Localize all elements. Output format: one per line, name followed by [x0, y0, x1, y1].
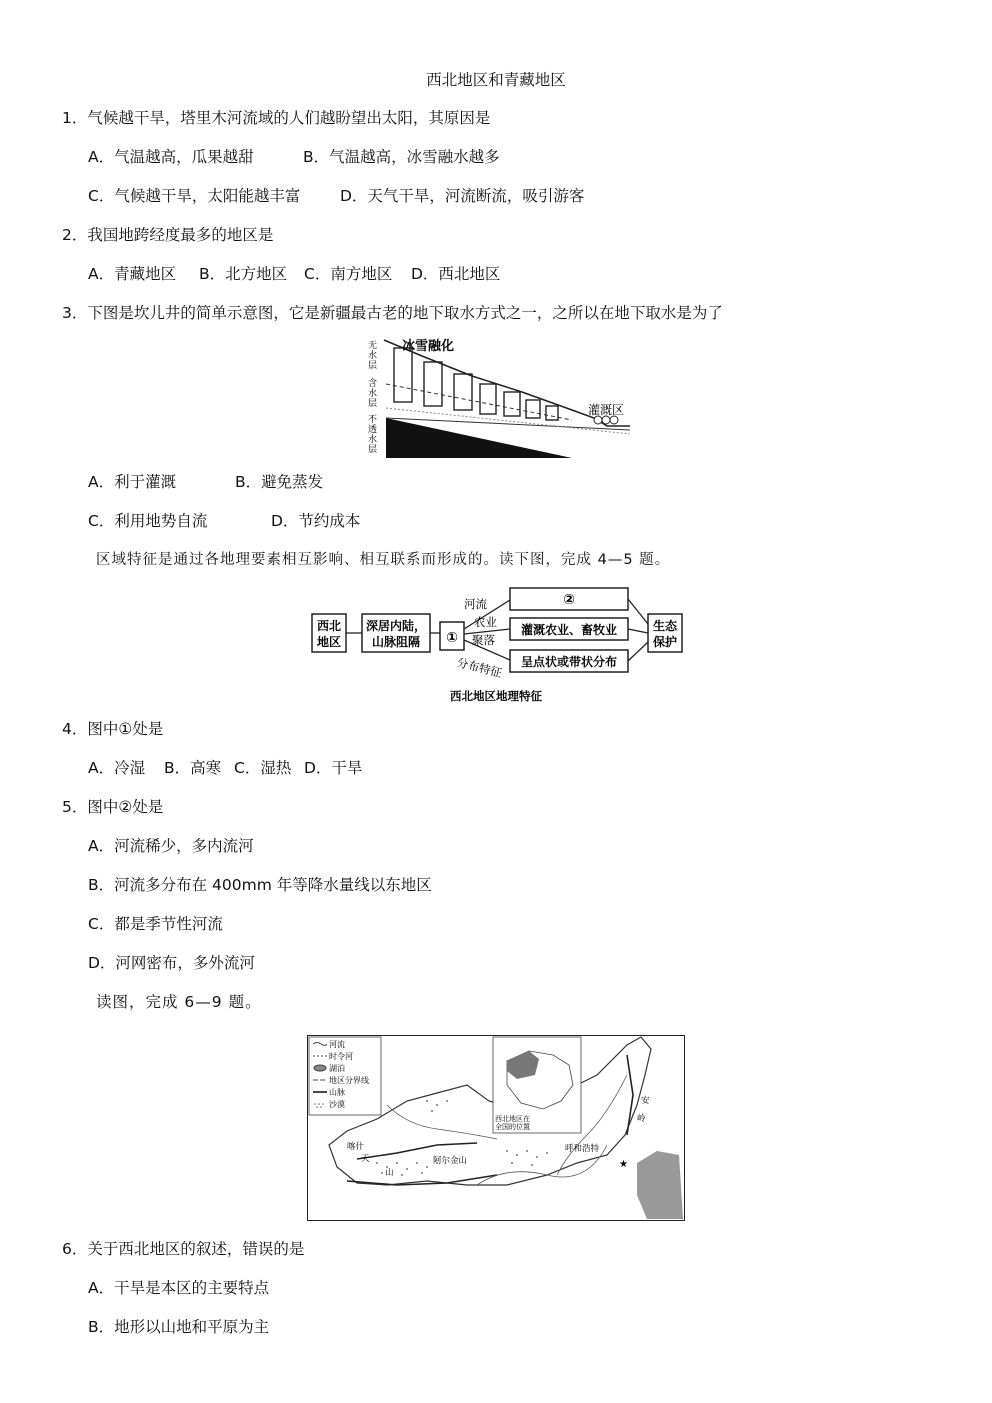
flow-caption: 西北地区地理特征 [450, 689, 542, 703]
q4-option-c: C．湿热 [234, 759, 292, 777]
question-5-stem: 5．图中②处是 [62, 798, 164, 816]
capital-star-icon: ★ [619, 1159, 628, 1170]
question-1-stem: 1．气候越干旱，塔里木河流域的人们越盼望出太阳，其原因是 [62, 109, 491, 127]
q2-option-d: D．西北地区 [411, 265, 501, 283]
q1-option-b: B．气温越高，冰雪融水越多 [303, 148, 500, 166]
map-label: 天 [361, 1154, 370, 1164]
eco-line: 保护 [652, 635, 678, 649]
q4-option-b: B．高寒 [164, 759, 222, 777]
q2-option-b: B．北方地区 [199, 265, 288, 283]
label-agri: 农业 [474, 615, 497, 629]
q3-option-c: C．利用地势自流 [88, 512, 208, 530]
legend-item: 山脉 [329, 1088, 345, 1097]
agri-box-text: 灌溉农业、畜牧业 [520, 623, 618, 637]
flow-diagram [306, 584, 686, 706]
map-label: 山 [385, 1168, 394, 1178]
q5-option-b: B．河流多分布在 400mm 年等降水量线以东地区 [88, 876, 432, 894]
inset-caption-line: 全国的位置 [495, 1123, 530, 1131]
layer2-char: 层 [368, 399, 378, 409]
northwest-map [307, 1035, 685, 1221]
eco-line: 生态 [652, 619, 678, 633]
karez-diagram [362, 334, 630, 462]
q1-option-c: C．气候越干旱，太阳能越丰富 [88, 187, 301, 205]
q4-option-a: A．冷湿 [88, 759, 146, 777]
q4-option-d: D．干旱 [304, 759, 363, 777]
question-2-stem: 2．我国地跨经度最多的地区是 [62, 226, 274, 244]
question-4-stem: 4．图中①处是 [62, 720, 164, 738]
map-label: 安 [641, 1096, 650, 1106]
q5-option-a: A．河流稀少，多内流河 [88, 837, 254, 855]
q5-option-d: D．河网密布，多外流河 [88, 954, 255, 972]
q3-option-d: D．节约成本 [271, 512, 361, 530]
layer3-char: 透 [368, 425, 378, 435]
box-region-line: 地区 [316, 635, 342, 649]
legend-item: 地区分界线 [329, 1076, 369, 1085]
layer3-char: 不 [368, 415, 378, 425]
q6-option-a: A．干旱是本区的主要特点 [88, 1279, 270, 1297]
legend-item: 湖泊 [329, 1064, 345, 1073]
label-melt: 冰雪融化 [402, 339, 455, 354]
q2-option-a: A．青藏地区 [88, 265, 177, 283]
layer1-char: 无 [368, 341, 378, 351]
q1-option-d: D．天气干旱，河流断流，吸引游客 [340, 187, 585, 205]
question-6-stem: 6．关于西北地区的叙述，错误的是 [62, 1240, 305, 1258]
circle-2: ② [563, 592, 575, 608]
layer3-char: 层 [368, 445, 378, 455]
q6-option-b: B．地形以山地和平原为主 [88, 1318, 270, 1336]
page-title: 西北地区和青藏地区 [426, 71, 566, 89]
label-distrib: 分布特征 [455, 655, 504, 681]
inset-caption-line: 西北地区在 [495, 1115, 530, 1123]
circle-1: ① [446, 630, 458, 646]
layer2-char: 含 [368, 379, 378, 389]
label-irrigation: 灌溉区 [588, 403, 625, 417]
q3-option-a: A．利于灌溉 [88, 473, 177, 491]
q1-option-a: A．气温越高，瓜果越甜 [88, 148, 254, 166]
layer3-char: 水 [368, 435, 378, 445]
question-3-stem: 3．下图是坎儿井的简单示意图，它是新疆最古老的地下取水方式之一，之所以在地下取水是为了 [62, 304, 723, 322]
box-cause-line: 山脉阻隔 [371, 635, 421, 649]
map-label: 岭 [637, 1114, 646, 1124]
box-region-line: 西北 [316, 619, 342, 633]
q5-option-c: C．都是季节性河流 [88, 915, 223, 933]
map-label: 呼和浩特 [565, 1144, 600, 1154]
q3-option-b: B．避免蒸发 [235, 473, 324, 491]
intro-4-5: 区域特征是通过各地理要素相互影响、相互联系而形成的。读下图，完成 4—5 题。 [96, 552, 671, 568]
map-label: 阿尔金山 [433, 1156, 468, 1166]
box-cause-line: 深居内陆， [365, 619, 427, 633]
layer1-char: 水 [368, 351, 378, 361]
label-settle: 聚落 [472, 633, 495, 647]
layer1-char: 层 [368, 361, 378, 371]
map-label: 喀什 [347, 1142, 365, 1152]
label-river: 河流 [464, 597, 487, 611]
legend-item: 时令河 [329, 1052, 353, 1061]
intro-6-9: 读图，完成 6—9 题。 [96, 993, 262, 1011]
legend-item: 沙漠 [329, 1100, 345, 1109]
legend-item: 河流 [329, 1040, 345, 1049]
settle-box-text: 呈点状或带状分布 [520, 655, 618, 669]
q2-option-c: C．南方地区 [304, 265, 393, 283]
layer2-char: 水 [368, 389, 378, 399]
